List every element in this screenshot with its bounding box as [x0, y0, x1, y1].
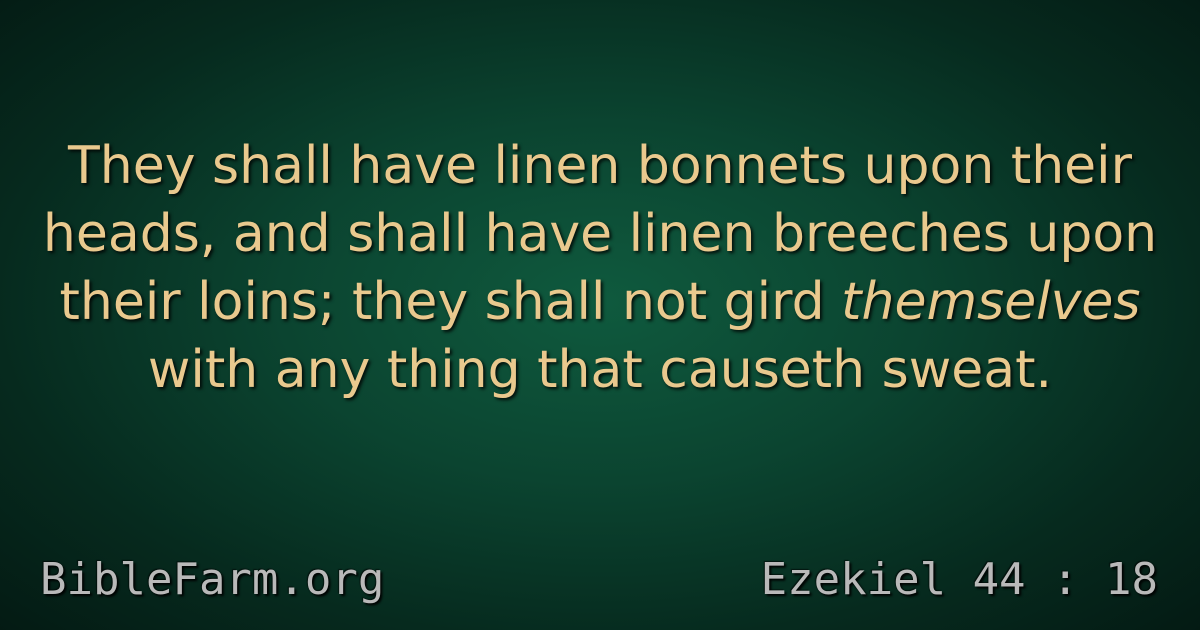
verse-line-3	[40, 268, 1160, 336]
verse-text	[40, 132, 1160, 404]
verse-line-1: They shall have linen bonnets upon their	[68, 136, 1132, 196]
verse-line-2: heads, and shall have linen breeches upon	[42, 204, 1158, 264]
verse-line-4: with any thing that causeth sweat.	[147, 340, 1053, 400]
verse-line-3-italic: themselves	[841, 272, 1141, 332]
verse-line-3-plain: their loins; they shall not gird	[59, 272, 842, 332]
verse-reference: Ezekiel 44 : 18	[760, 554, 1158, 605]
site-name: BibleFarm.org	[40, 554, 385, 605]
